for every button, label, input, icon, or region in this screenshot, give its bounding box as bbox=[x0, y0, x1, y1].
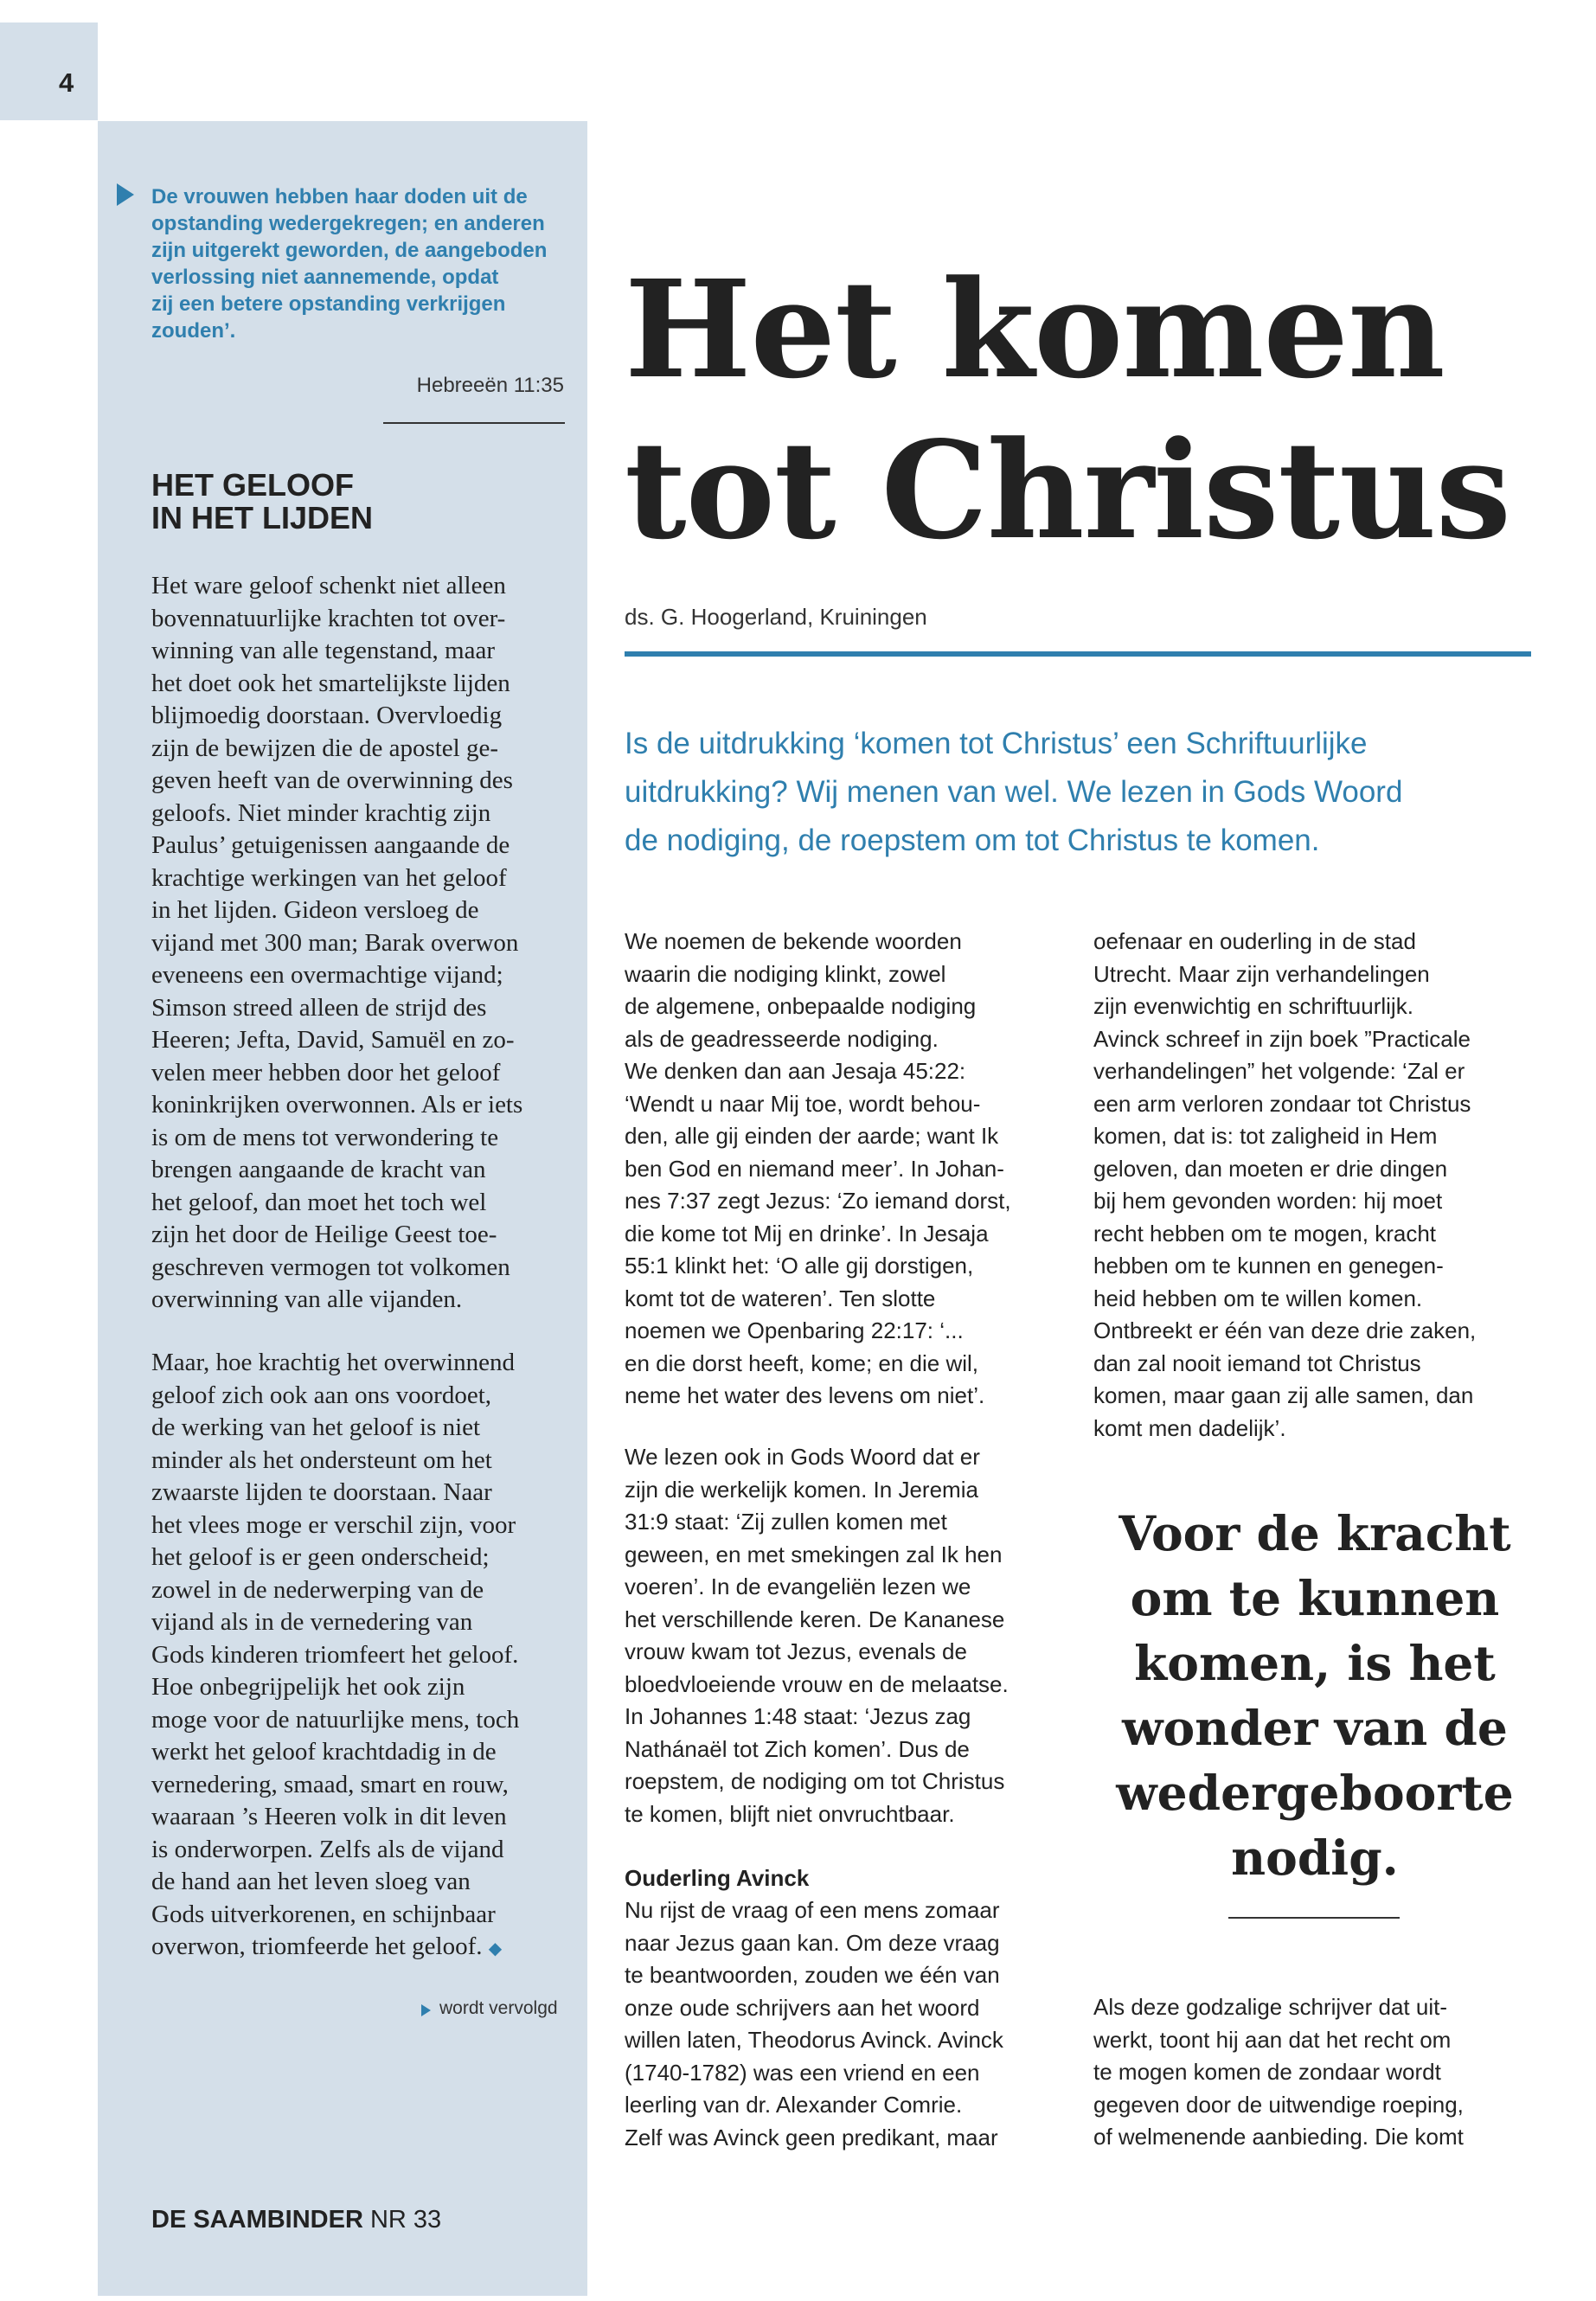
page-number: 4 bbox=[59, 67, 74, 98]
pull-quote-divider bbox=[1228, 1917, 1400, 1919]
sidebar-paragraph bbox=[151, 1347, 567, 1966]
sidebar-paragraph-text: Maar, hoe krachtig het overwinnend geloof zich ook aan ons voordoet, de werking van het geloof is niet minder als het ondersteunt om het zwaarste lijden te doorstaan. Naar het vlees moge er verschil zijn, voor het geloof is er geen onderscheid; zowel in de nederwerping van de vijand als in de vernedering van Gods kinderen triomfeert het geloof. Hoe onbegrijpelijk het ook zijn moge voor de natuurlijke mens, toch werkt het geloof krachtdadig in de vernedering, smaad, smart en rouw, waaraan ’s Heeren volk in dit leven is onderworpen. Zelfs als de vijand de hand aan het leven sloeg van Gods uitverkorenen, en schijnbaar overwon, triomfeerde het geloof. bbox=[151, 1349, 520, 1960]
body-paragraph: We noemen de bekende woorden waarin die nodiging klinkt, zowel de algemene, onbepaalde nodiging als de geadresseerde nodiging. We denken dan aan Jesaja 45:22: ‘Wendt u naar Mij toe, wordt behou- den, alle gij einden der aarde; want Ik ben God en niemand meer’. In Johan- nes 7:37 zegt Jezus: ‘Zo iemand dorst, die kome tot Mij en drinke’. In Jesaja 55:1 klinkt het: ‘O alle gij dorstigen, komt tot de wateren’. Ten slotte noemen we Openbaring 22:17: ‘... en die dorst heeft, kome; en die wil, neme het water des levens om niet’. bbox=[625, 928, 1011, 1408]
quote-reference: Hebreeën 11:35 bbox=[416, 374, 564, 397]
diamond-icon: ◆ bbox=[488, 1939, 503, 1958]
sidebar-heading: HET GELOOF IN HET LIJDEN bbox=[151, 467, 374, 535]
sidebar-paragraph: Het ware geloof schenkt niet alleen bovennatuurlijke krachten tot over- winning van alle tegenstand, maar het doet ook het smartelijkste lijden blijmoedig doorstaan. Overvloedig zijn de bewijzen die de apostel ge- geven heeft van de overwinning des geloofs. Niet minder krachtig zijn Paulus’ getuigenissen aangaande de krachtige werkingen van het geloof in het lijden. Gideon versloeg de vijand met 300 man; Barak overwon eveneens een overmachtige vijand; Simson streed alleen de strijd des Heeren; Jefta, David, Samuël en zo- velen meer hebben door het geloof koninkrijken overwonnen. Als er iets is om de mens tot verwondering te brengen aangaande de kracht van het geloof, dan moet het toch wel zijn het door de Heilige Geest toe- geschreven vermogen tot volkomen overwinning van alle vijanden. bbox=[151, 572, 523, 1313]
play-arrow-icon bbox=[117, 183, 134, 206]
continue-arrow-icon bbox=[421, 2004, 431, 2016]
article-intro: Is de uitdrukking ‘komen tot Christus’ een Schriftuurlijke uitdrukking? Wij menen van wel. We lezen in Gods Woord de nodiging, de roepstem om tot Christus te komen. bbox=[625, 727, 1403, 857]
page-number-box bbox=[0, 22, 98, 120]
section-heading: Ouderling Avinck bbox=[625, 1865, 810, 1891]
magazine-footer bbox=[151, 2206, 441, 2234]
sidebar-quote: De vrouwen hebben haar doden uit de opstanding wedergekregen; en anderen zijn uitgerekt geworden, de aangeboden verlossing niet aannemende, opdat zij een betere opstanding verkrijgen zouden’. bbox=[151, 185, 548, 343]
body-paragraph: We lezen ook in Gods Woord dat er zijn die werkelijk komen. In Jeremia 31:9 staat: ‘Zij zullen komen met geween, en met smekingen zal Ik hen voeren’. In de evangeliën lezen we het verschillende keren. De Kananese vrouw kwam tot Jezus, evenals de bloedvloeiende vrouw en de melaatse. In Johannes 1:48 staat: ‘Jezus zag Nathánaël tot Zich komen’. Dus de roepstem, de nodiging om tot Christus te komen, blijft niet onvruchtbaar. bbox=[625, 1444, 1009, 1827]
continued-label: wordt vervolgd bbox=[439, 1998, 558, 2018]
article-title: Het komen tot Christus bbox=[625, 250, 1510, 569]
issue-number: NR 33 bbox=[369, 2206, 442, 2234]
title-divider bbox=[625, 651, 1531, 657]
pull-quote: Voor de kracht om te kunnen komen, is het wonder van de wedergeboorte nodig. bbox=[1116, 1505, 1514, 1886]
article-author: ds. G. Hoogerland, Kruiningen bbox=[625, 604, 927, 630]
body-paragraph: Nu rijst de vraag of een mens zomaar naar Jezus gaan kan. Om deze vraag te beantwoorden, zouden we één van onze oude schrijvers aan het woord willen laten, Theodorus Avinck. Avinck (1740-1782) was een vriend en een leerling van dr. Alexander Comrie. Zelf was Avinck geen predikant, maar bbox=[625, 1897, 1003, 2150]
body-paragraph: Als deze godzalige schrijver dat uit- werkt, toont hij aan dat het recht om te mogen komen de zondaar wordt gegeven door de uitwendige roeping, of welmenende aanbieding. Die komt bbox=[1093, 1994, 1464, 2150]
body-paragraph: oefenaar en ouderling in de stad Utrecht. Maar zijn verhandelingen zijn evenwichtig en schriftuurlijk. Avinck schreef in zijn boek ”Practicale verhandelingen” het volgende: ‘Zal er een arm verloren zondaar tot Christus komen, dat is: tot zaligheid in Hem geloven, dan moeten er drie dingen bij hem gevonden worden: hij moet recht hebben om te mogen, kracht hebben om te kunnen en genegen- heid hebben om te willen komen. Ontbreekt er één van deze drie zaken, dan zal nooit iemand tot Christus komen, maar gaan zij alle samen, dan komt men dadelijk’. bbox=[1093, 928, 1477, 1441]
quote-divider bbox=[383, 422, 565, 424]
magazine-name: DE SAAMBINDER bbox=[151, 2206, 363, 2234]
